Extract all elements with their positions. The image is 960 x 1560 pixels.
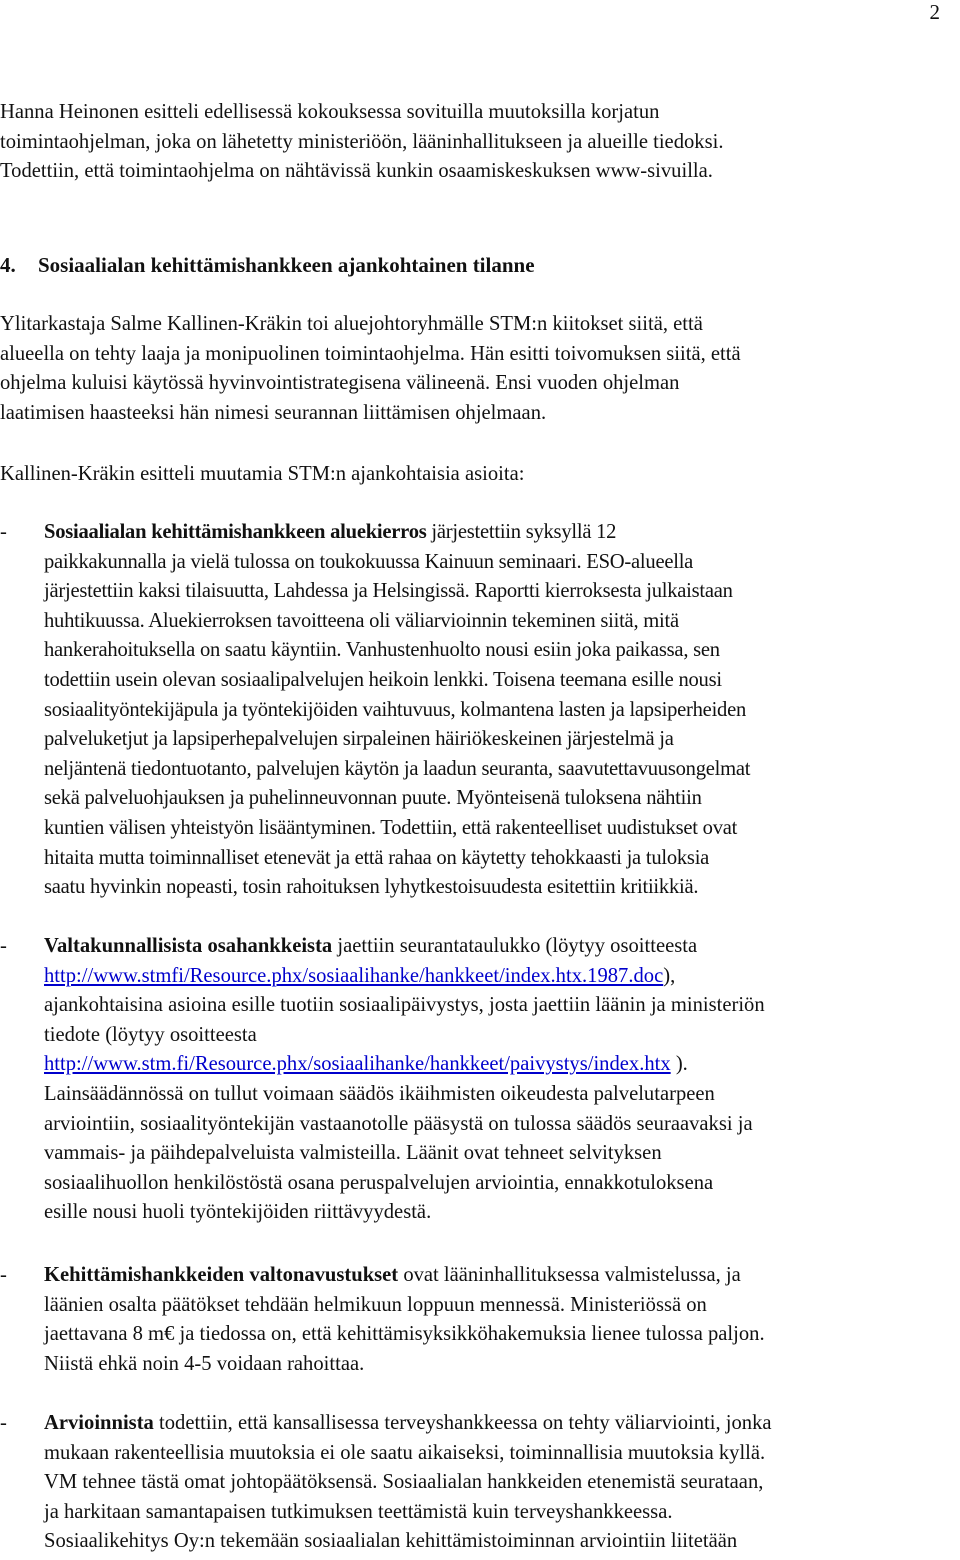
text-line: jaettiin seurantataulukko (löytyy osoitteesta xyxy=(332,935,698,957)
bold-term: Arvioinnista xyxy=(44,1412,154,1434)
bold-term: Kehittämishankkeiden valtonavustukset xyxy=(44,1264,399,1286)
text-line: Kallinen-Kräkin esitteli muutamia STM:n ajankohtaisia asioita: xyxy=(0,463,525,485)
text-line: Lainsäädännössä on tullut voimaan säädös ikäihmisten oikeudesta palvelutarpeen xyxy=(44,1082,715,1105)
list-item-aluekierros xyxy=(0,518,960,898)
page-number: 2 xyxy=(929,0,940,24)
section-title: Sosiaalialan kehittämishankkeen ajankohtainen tilanne xyxy=(38,253,535,277)
text-line: esille nousi huoli työntekijöiden riittävyydestä. xyxy=(44,1201,432,1224)
intro-paragraph xyxy=(0,98,958,187)
text-line: sosiaalityöntekijäpula ja työntekijöiden vaihtuvuus, kolmantena lasten ja lapsiperheiden xyxy=(44,698,747,721)
list-item-osahankkeet xyxy=(0,932,960,1232)
text-line: todettiin usein olevan sosiaalipalvelujen heikoin lenkki. Toisena teemana esille nousi xyxy=(44,668,722,691)
text-line: VM tehnee tästä omat johtopäätöksensä. Sosiaalialan hankkeiden etenemistä seurataan, xyxy=(44,1471,764,1494)
bullet-dash: - xyxy=(0,1264,7,1286)
text-line: ), xyxy=(663,964,676,987)
text-line: sosiaalihuollon henkilöstöstä osana peruspalvelujen arviointia, ennakkotuloksena xyxy=(44,1171,714,1194)
bullet-dash: - xyxy=(0,521,7,543)
text-line: Sosiaalikehitys Oy:n tekemään sosiaalialan kehittämistoiminnan arviointiin liitetään xyxy=(44,1530,738,1553)
text-line: palveluketjut ja lapsiperhepalvelujen sirpaleinen häiriökeskeinen järjestelmä ja xyxy=(44,728,674,751)
text-line: arviointiin, sosiaalityöntekijän vastaanotolle pääsystä on tulossa säädös seuraavaksi ja xyxy=(44,1112,753,1135)
text-line: ohjelma kuluisi käytössä hyvinvointistrategisena välineenä. Ensi vuoden ohjelman xyxy=(0,372,680,395)
text-line: neljäntenä tiedontuotanto, palvelujen käytön ja laadun seuranta, saavutettavuusongelmat xyxy=(44,757,751,780)
text-line: järjestettiin syksyllä 12 xyxy=(426,521,617,543)
section-heading xyxy=(0,250,535,280)
list-item-valtionavustukset xyxy=(0,1261,960,1383)
list-item-body xyxy=(44,932,960,1228)
text-line: saatu hyvinkin nopeasti, tosin rahoituksen lyhytkestoisuudesta esitettiin kritiikkiä. xyxy=(44,876,699,899)
text-line: Niistä ehkä noin 4-5 voidaan rahoittaa. xyxy=(44,1352,365,1375)
paragraph-ajankohtaiset xyxy=(0,460,958,490)
text-line: mukaan rakenteellisia muutoksia ei ole saatu aikaiseksi, toiminnallisia muutoksia kyllä. xyxy=(44,1441,766,1464)
text-line: ajankohtaisina asioina esille tuotiin sosiaalipäivystys, josta jaettiin läänin ja ministeriön xyxy=(44,994,765,1017)
text-line: toimintaohjelman, joka on lähetetty ministeriöön, lääninhallitukseen ja alueille tiedoksi. xyxy=(0,130,724,153)
section-number: 4. xyxy=(0,253,16,277)
text-line: kuntien välisen yhteistyön lisääntyminen. Todettiin, että rakenteelliset uudistukset ovat xyxy=(44,816,738,839)
text-line: todettiin, että kansallisessa terveyshankkeessa on tehty väliarviointi, jonka xyxy=(153,1412,772,1434)
list-item-body xyxy=(44,518,960,903)
bold-term: Valtakunnallisista osahankkeista xyxy=(44,935,333,957)
paragraph-kiitokset xyxy=(0,310,958,428)
text-line: vammais- ja päihdepalveluista valmisteilla. Läänit ovat tehneet selvityksen xyxy=(44,1142,662,1165)
text-line: ). xyxy=(670,1053,688,1076)
resource-link-hankkeet[interactable]: http://www.stmfi/Resource.phx/sosiaalihanke/hankkeet/index.htx.1987.doc xyxy=(44,964,664,987)
text-line: Hanna Heinonen esitteli edellisessä kokouksessa sovituilla muutoksilla korjatun xyxy=(0,101,660,123)
text-line: läänien osalta päätökset tehdään helmikuun loppuun mennessä. Ministeriössä on xyxy=(44,1293,707,1316)
text-line: hankerahoituksella on saatu käyntiin. Vanhustenhuolto nousi esiin joka paikassa, sen xyxy=(44,639,720,662)
text-line: hitaita mutta toiminnalliset etenevät ja että rahaa on käytetty tehokkaasti ja tuloksia xyxy=(44,846,710,869)
text-line: jaettavana 8 m€ ja tiedossa on, että kehittämisyksikköhakemuksia lienee tulossa paljon. xyxy=(44,1323,765,1346)
list-item-body xyxy=(44,1261,960,1379)
list-item-arviointi xyxy=(0,1409,960,1560)
text-line: alueella on tehty laaja ja monipuolinen toimintaohjelma. Hän esitti toivomuksen siitä, että xyxy=(0,342,741,365)
text-line: ovat lääninhallituksessa valmistelussa, ja xyxy=(398,1264,741,1286)
text-line: järjestettiin kaksi tilaisuutta, Lahdessa ja Helsingissä. Raportti kierroksesta julkaistaan xyxy=(44,580,733,603)
text-line: ja harkitaan samantapaisen tutkimuksen teettämistä kuin terveyshankkeessa. xyxy=(44,1500,673,1523)
list-item-body xyxy=(44,1409,960,1557)
bullet-dash: - xyxy=(0,935,7,957)
bold-term: Sosiaalialan kehittämishankkeen aluekierros xyxy=(44,521,427,543)
resource-link-paivystys[interactable]: http://www.stm.fi/Resource.phx/sosiaalihanke/hankkeet/paivystys/index.htx xyxy=(44,1053,671,1076)
bullet-dash: - xyxy=(0,1412,7,1434)
text-line: Ylitarkastaja Salme Kallinen-Kräkin toi aluejohtoryhmälle STM:n kiitokset siitä, että xyxy=(0,313,703,335)
text-line: tiedote (löytyy osoitteesta xyxy=(44,1023,257,1046)
text-line: laatimisen haasteeksi hän nimesi seurannan liittämisen ohjelmaan. xyxy=(0,401,547,424)
text-line: huhtikuussa. Aluekierroksen tavoitteena oli väliarvioinnin tekeminen siitä, mitä xyxy=(44,609,679,632)
text-line: paikkakunnalla ja vielä tulossa on toukokuussa Kainuun seminaari. ESO-alueella xyxy=(44,550,694,573)
text-line: sekä palveluohjauksen ja puhelinneuvonnan puute. Myönteisenä tuloksena nähtiin xyxy=(44,787,702,810)
text-line: Todettiin, että toimintaohjelma on nähtävissä kunkin osaamiskeskuksen www-sivuilla. xyxy=(0,160,713,183)
